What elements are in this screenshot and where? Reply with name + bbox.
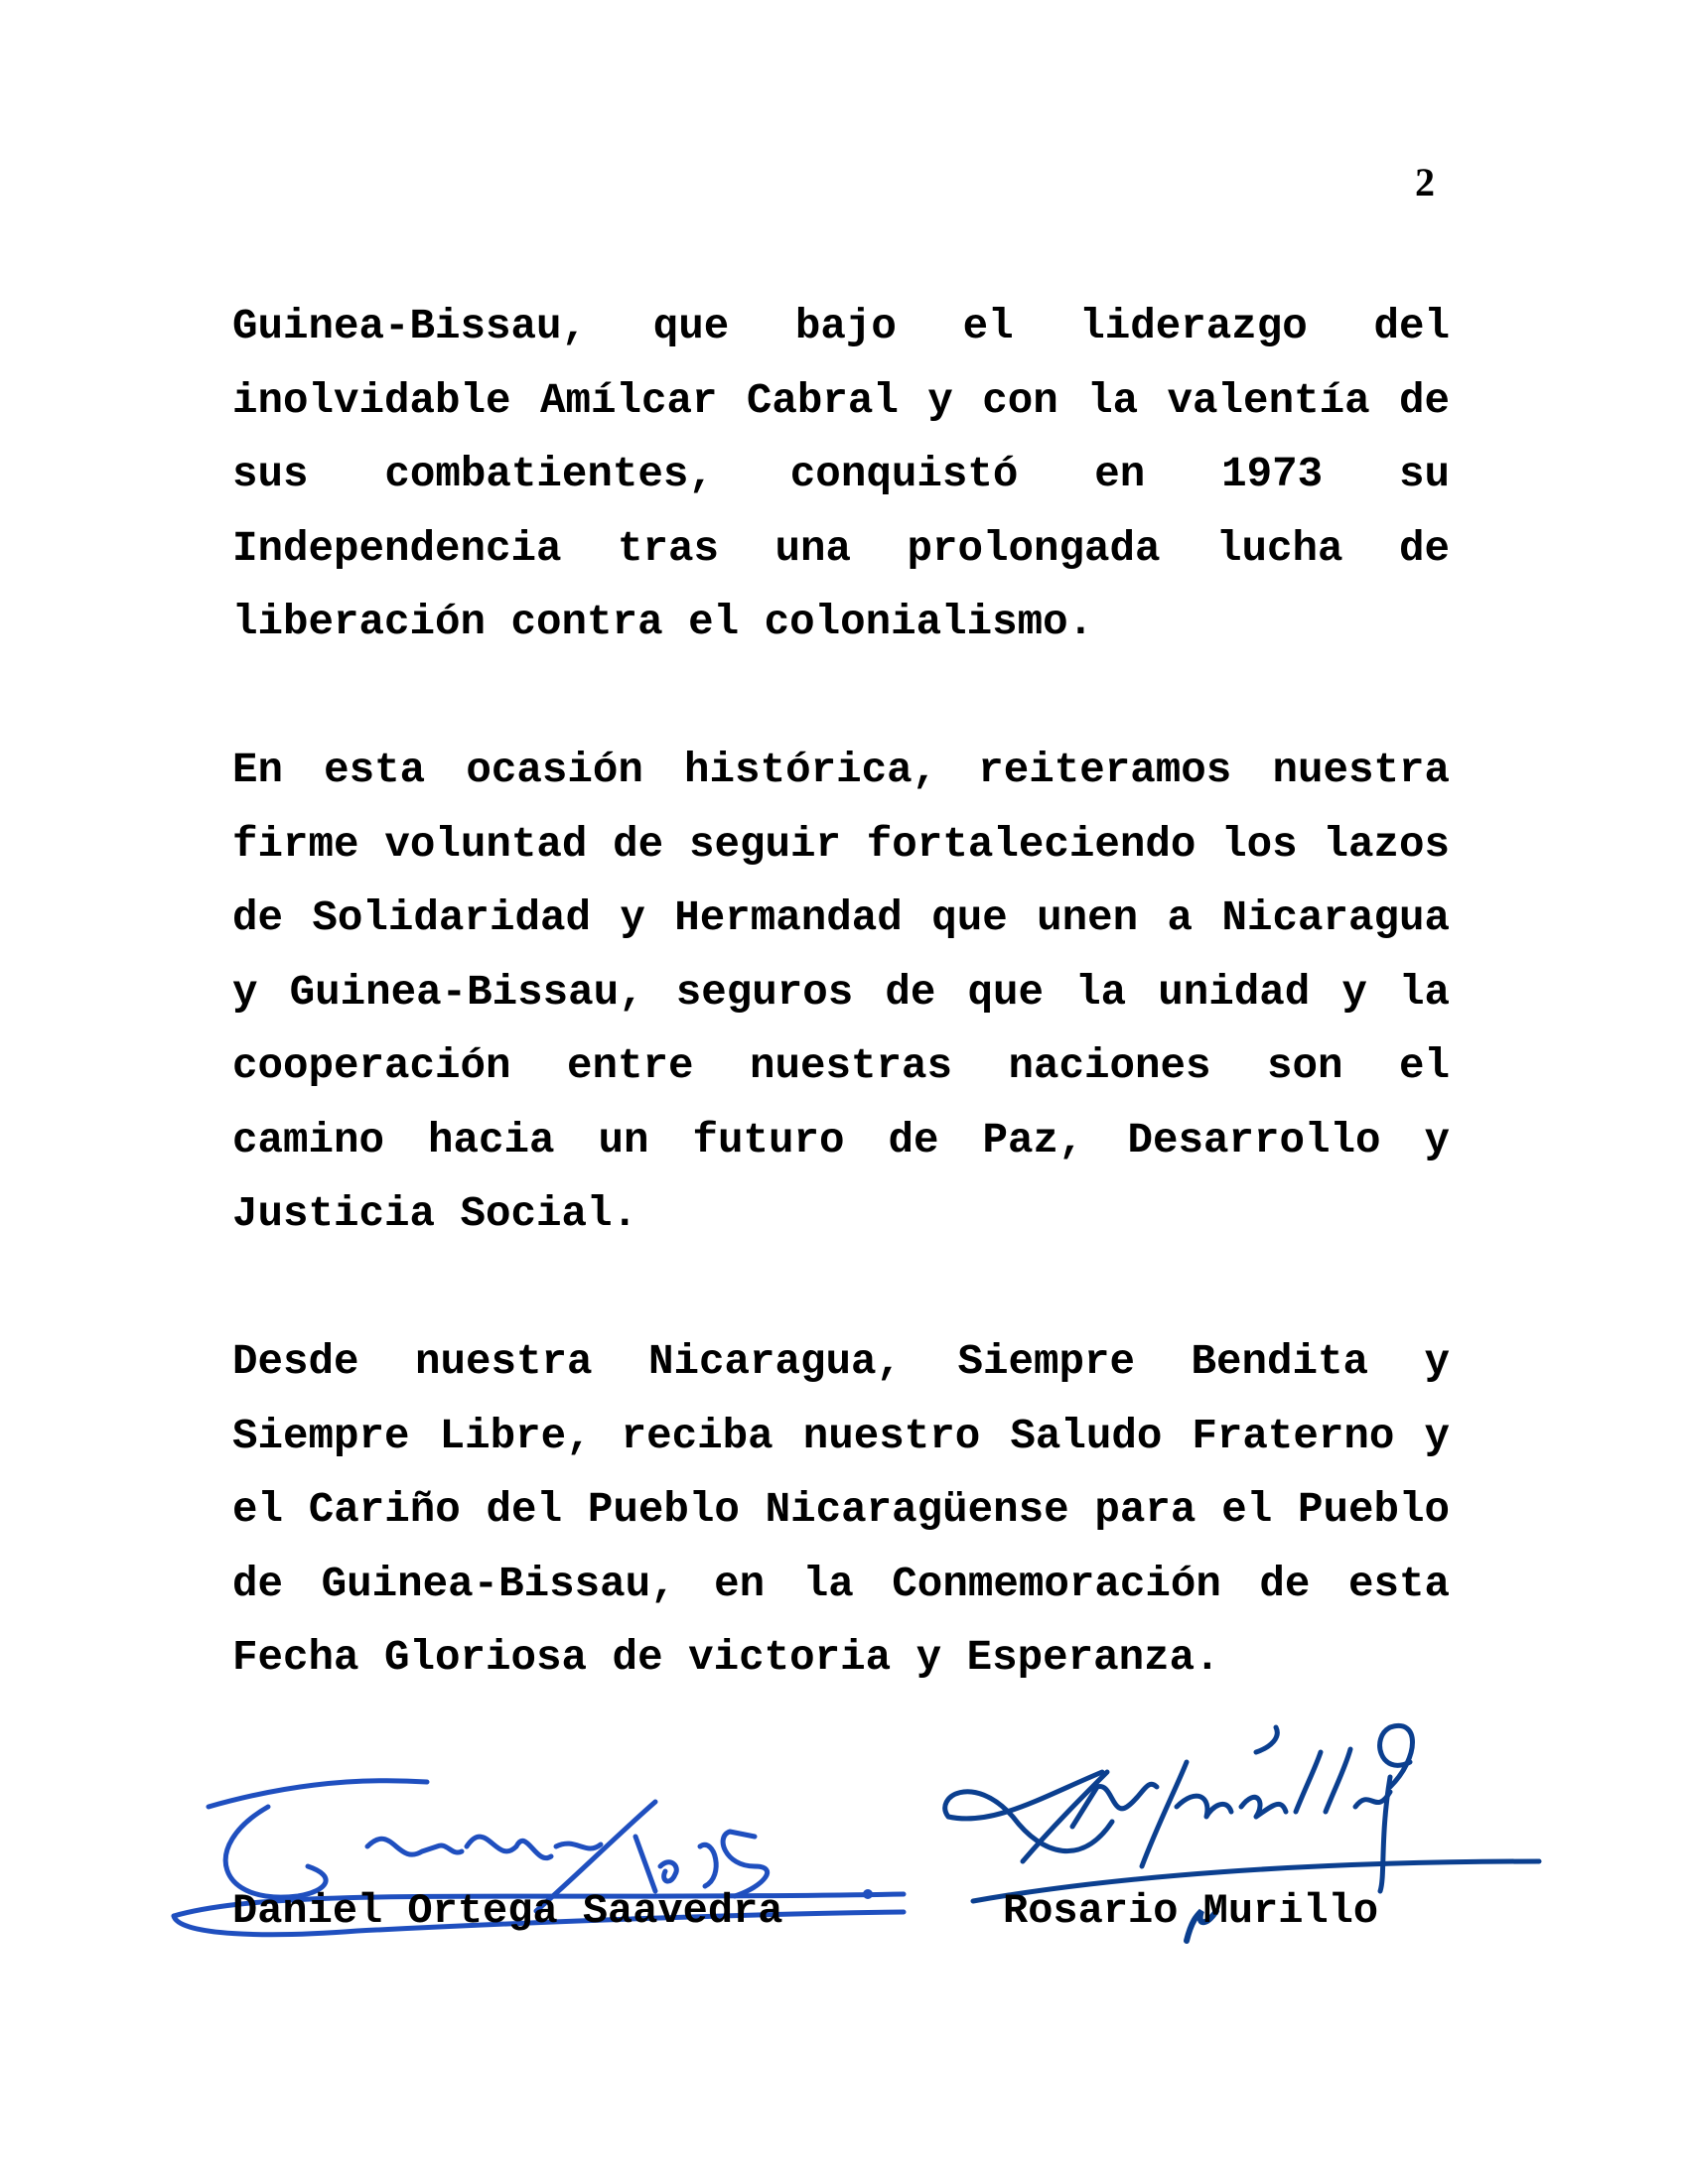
paragraph-independence: Guinea-Bissau, que bajo el liderazgo del inolvidable Amílcar Cabral y con la valentía de sus combatientes, conquistó en 1973 su Independencia tras una prolongada lucha de liberación contra el colonialismo. bbox=[232, 303, 1450, 646]
letter-body bbox=[232, 290, 1450, 1769]
paragraph-solidarity: En esta ocasión histórica, reiteramos nuestra firme voluntad de seguir fortaleciendo los lazos de Solidaridad y Hermandad que unen a Nicaragua y Guinea-Bissau, seguros de que la unidad y la cooperación entre nuestras naciones son el camino hacia un futuro de Paz, Desarrollo y Justicia Social. bbox=[232, 747, 1450, 1238]
signatory-name-rosario-murillo: Rosario Murillo bbox=[1003, 1887, 1379, 1935]
signatory-name-daniel-ortega: Daniel Ortega Saavedra bbox=[232, 1887, 783, 1935]
paragraph-greeting: Desde nuestra Nicaragua, Siempre Bendita y Siempre Libre, reciba nuestro Saludo Fraterno y el Cariño del Pueblo Nicaragüense para el Pueblo de Guinea-Bissau, en la Conmemoración de esta Fecha Gloriosa de victoria y Esperanza. bbox=[232, 1338, 1450, 1682]
page-number: 2 bbox=[1415, 160, 1435, 205]
